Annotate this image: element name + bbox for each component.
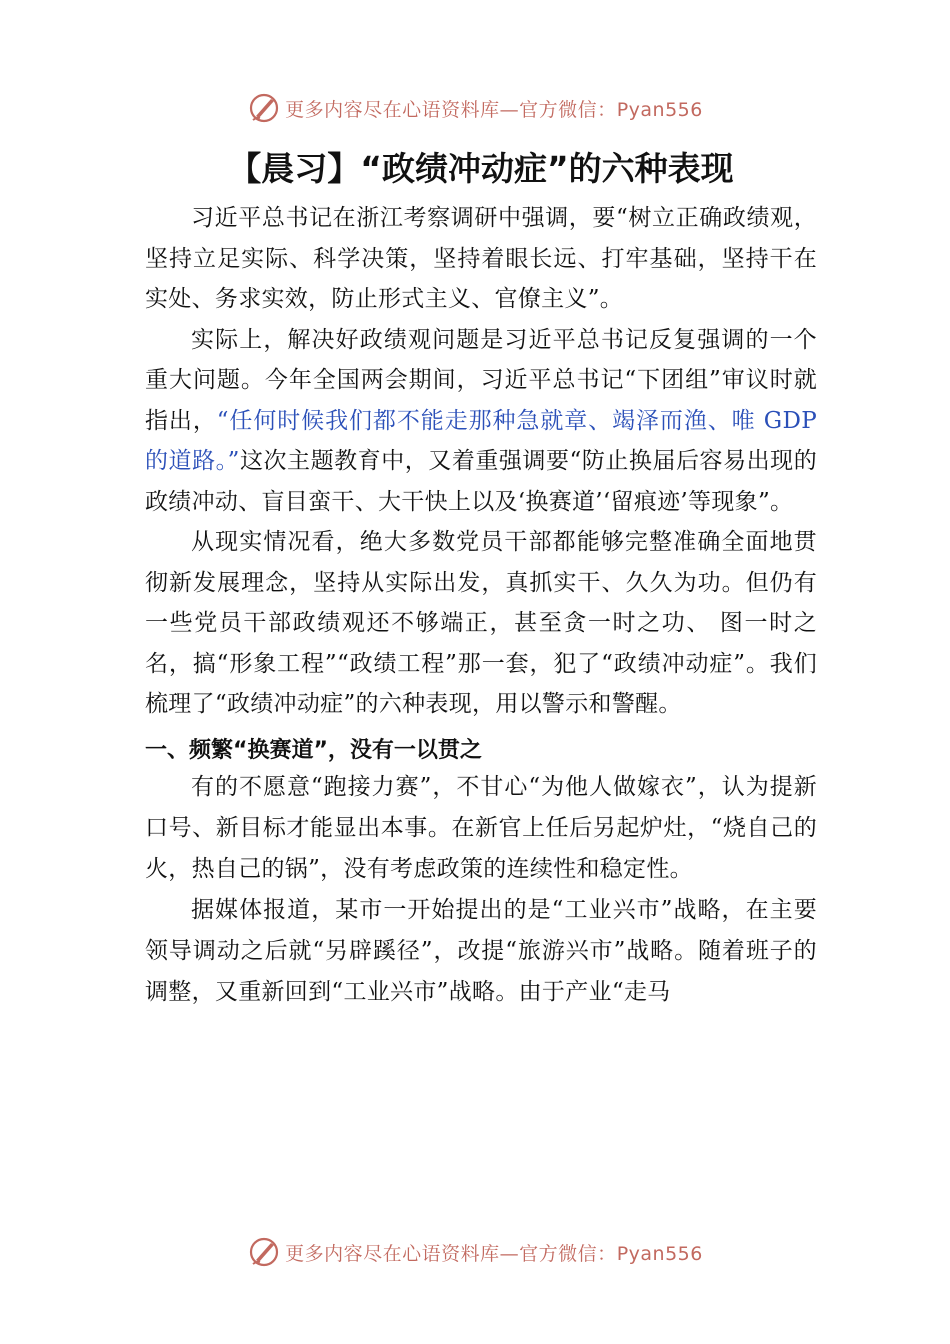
watermark-header	[0, 88, 950, 128]
section-heading-1: 一、频繁“换赛道”，没有一以贯之	[145, 737, 482, 763]
quill-seal-logo-icon	[247, 1235, 281, 1269]
watermark-text: 更多内容尽在心语资料库—官方微信：Pyan556	[285, 98, 703, 121]
paragraph-1: 习近平总书记在浙江考察调研中强调，要“树立正确政绩观，坚持立足实际、科学决策，坚持着眼长远、打牢基础，坚持干在实处、务求实效，防止形式主义、官僚主义”。	[145, 205, 817, 312]
paragraph-2	[145, 320, 817, 523]
paragraph-2-rest: 这次主题教育中，又着重强调要“防止换届后容易出现的政绩冲动、盲目蛮干、大干快上以及‘换赛道’‘留痕迹’等现象”。	[145, 448, 817, 515]
watermark-text: 更多内容尽在心语资料库—官方微信：Pyan556	[285, 1242, 703, 1265]
paragraph-3: 从现实情况看，绝大多数党员干部都能够完整准确全面地贯彻新发展理念，坚持从实际出发，真抓实干、久久为功。但仍有一些党员干部政绩观还不够端正，甚至贪一时之功、 图一时之名，搞“形象工程”“政绩工程”那一套，犯了“政绩冲动症”。我们梳理了“政绩冲动症”的六种表现，用以警示和警醒。	[145, 529, 817, 717]
paragraph-4: 有的不愿意“跑接力赛”，不甘心“为他人做嫁衣”，认为提新口号、新目标才能显出本事。在新官上任后另起炉灶，“烧自己的火，热自己的锅”，没有考虑政策的连续性和稳定性。	[145, 773, 817, 882]
watermark-footer	[0, 1232, 950, 1272]
page-title: 【晨习】“政绩冲动症”的六种表现	[228, 149, 734, 188]
paragraph-5: 据媒体报道，某市一开始提出的是“工业兴市”战略，在主要领导调动之后就“另辟蹊径”，改提“旅游兴市”战略。随着班子的调整，又重新回到“工业兴市”战略。由于产业“走马	[145, 896, 817, 1005]
quill-seal-logo-icon	[247, 91, 281, 125]
highlighted-quote: “任何时候我们都不能走那种急就章、竭泽而渔、唯 GDP 的道路。”	[145, 407, 817, 474]
document-body	[145, 144, 817, 1013]
paragraph-2-intro: 实际上，解决好政绩观问题是习近平总书记反复强调的一个重大问题。今年全国两会期间，习近平总书记“下团组”审议时就指出，	[145, 326, 817, 434]
